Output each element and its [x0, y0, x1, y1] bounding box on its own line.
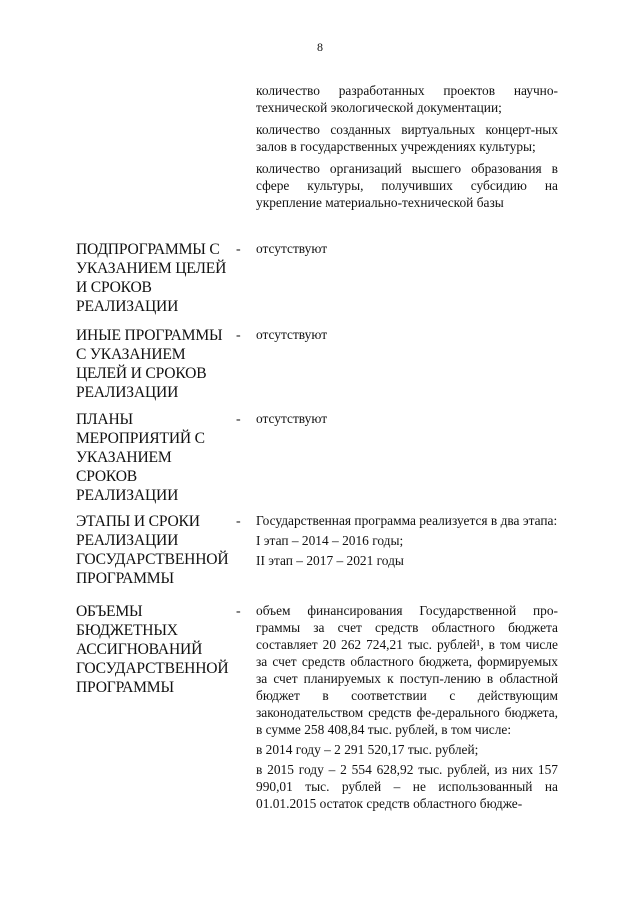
section-label: ИНЫЕ ПРОГРАММЫ С УКАЗАНИЕМ ЦЕЛЕЙ И СРОКОВ РЕАЛИЗАЦИИ — [76, 327, 223, 401]
value-paragraph: отсутствуют — [256, 241, 328, 256]
section-label: ПОДПРОГРАММЫ С УКАЗАНИЕМ ЦЕЛЕЙ И СРОКОВ РЕАЛИЗАЦИИ — [76, 241, 227, 315]
section-value — [256, 240, 558, 260]
page-number: 8 — [317, 40, 323, 54]
section-label: ПЛАНЫ МЕРОПРИЯТИЙ С УКАЗАНИЕМ СРОКОВ РЕАЛИЗАЦИИ — [76, 411, 205, 504]
value-paragraph: Государственная программа реализуется в два этапа: — [256, 513, 558, 528]
section-dash: - — [236, 412, 241, 427]
section-dash: - — [236, 514, 241, 529]
value-paragraph: в 2015 году – 2 554 628,92 тыс. рублей, из них 157 990,01 тыс. рублей – не использованный на 01.01.2015 остаток средств областного бюдже- — [256, 762, 558, 811]
section-value — [256, 326, 558, 346]
value-paragraph: I этап – 2014 – 2016 годы; — [256, 533, 404, 548]
value-paragraph: отсутствуют — [256, 411, 328, 426]
value-paragraph: в 2014 году – 2 291 520,17 тыс. рублей; — [256, 742, 479, 757]
section-value — [256, 512, 558, 572]
intro-paragraph: количество созданных виртуальных концерт-ных залов в государственных учреждениях культуры; — [256, 122, 558, 154]
section-dash: - — [236, 328, 241, 343]
section-label: ОБЪЕМЫ БЮДЖЕТНЫХ АССИГНОВАНИЙ ГОСУДАРСТВЕННОЙ ПРОГРАММЫ — [76, 603, 229, 696]
value-paragraph: объем финансирования Государственной про-граммы за счет средств областного бюджета составляет 20 262 724,21 тыс. рублей¹, в том числе за счет средств областного бюджета, формируемых за счет планируемых к поступ-лению в областной бюджет в соответствии с действующим законодательством средств фе-дерального бюджета, в сумме 258 408,84 тыс. рублей, в том числе: — [256, 603, 558, 737]
intro-paragraph: количество организаций высшего образования в сфере культуры, получивших субсидию на укрепление материально-технической базы — [256, 161, 558, 210]
indicators-continuation — [256, 82, 558, 216]
section-value — [256, 410, 558, 430]
section-value — [256, 602, 558, 815]
value-paragraph: отсутствуют — [256, 327, 328, 342]
section-label: ЭТАПЫ И СРОКИ РЕАЛИЗАЦИИ ГОСУДАРСТВЕННОЙ ПРОГРАММЫ — [76, 513, 229, 587]
intro-paragraph: количество разработанных проектов научно-технической экологической документации; — [256, 83, 558, 115]
section-dash: - — [236, 604, 241, 619]
value-paragraph: II этап – 2017 – 2021 годы — [256, 553, 404, 568]
section-dash: - — [236, 242, 241, 257]
